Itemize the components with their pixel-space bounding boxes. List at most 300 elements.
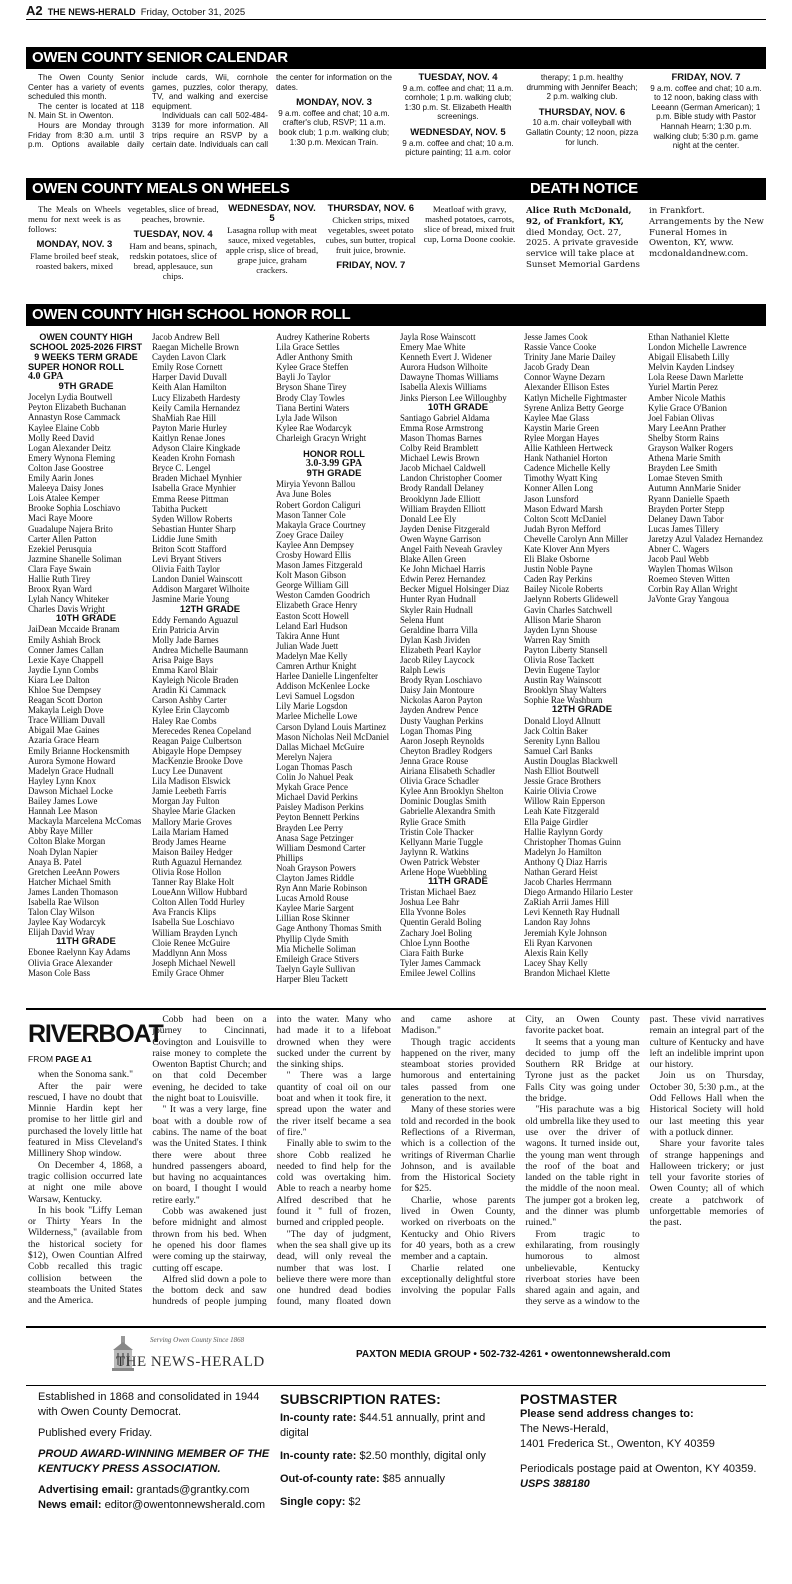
masthead-name: THE NEWS-HERALD [116, 1354, 265, 1370]
student-name: Haley Rae Combs [152, 715, 217, 726]
student-name: Mason James Fitzgerald [276, 560, 363, 571]
honor-10th-list [400, 413, 516, 877]
grade-heading: 9TH GRADE [306, 468, 362, 480]
student-name: Waylen Thomas Wilson [648, 564, 733, 575]
postmaster-address-1: The News-Herald, [520, 1423, 609, 1435]
student-name: Guadalupe Najera Brito [28, 523, 113, 534]
student-name: Elizabeth Pearl Kaylor [400, 644, 481, 655]
student-name: Jesse James Cook [524, 332, 588, 342]
student-name: Kiara Lee Dalton [28, 674, 90, 685]
paper-name: THE NEWS-HERALD [47, 7, 136, 17]
student-name: Lola Reese Dawn Marlette [648, 372, 744, 383]
student-name: Merelyn Najera [276, 751, 332, 762]
student-name: Shelby Storm Rains [648, 432, 720, 443]
advertising-email[interactable]: grantads@grantky.com [136, 1484, 250, 1496]
student-name: Emma Rose Armstrong [400, 422, 484, 433]
student-name: Jazmine Shanelle Soliman [28, 553, 122, 564]
student-name: Bryson Shane Tirey [276, 382, 347, 393]
student-name: Lucas James Tillery [648, 523, 719, 534]
student-name: Takira Anne Hunt [276, 630, 340, 641]
student-name: Braden Michael Mynhier [152, 473, 242, 484]
rate-line [280, 1472, 500, 1487]
riverboat-top-rule [26, 1008, 766, 1010]
student-name: ZaRiah Arrii James Hill [524, 897, 610, 908]
student-name: Keaden Krohn Fornash [152, 453, 235, 464]
senior-day-heading: MONDAY, NOV. 3 [296, 97, 372, 109]
student-name: Brayden Lee Perry [276, 822, 344, 833]
student-name: Brooke Sophia Loschiavo [28, 503, 121, 514]
student-name: Brayden Lee Smith [648, 463, 718, 474]
student-name: Colton Jase Goostree [28, 462, 104, 473]
student-name: Jaretzy Azul Valadez Hernandez [648, 533, 763, 544]
senior-calendar-body [28, 73, 764, 164]
student-name: Kairie Olivia Crowe [524, 786, 597, 797]
student-name: Blake Allen Green [400, 554, 467, 565]
death-notice-body [526, 206, 764, 296]
student-name: Austin Ray Wainscott [524, 675, 602, 686]
story-paragraph: Charlie, whose parents lived in Owen County, worked on riverboats on the Kentucky and Ohio Rivers for 40 years, both as a crew member and a captain. [400, 1194, 516, 1263]
meals-heading: OWEN COUNTY MEALS ON WHEELS [26, 178, 524, 200]
death-notice-lead: Alice Ruth McDonald, 92, of Frankfort, KY, [526, 206, 632, 227]
student-name: Kolt Mason Gibson [276, 570, 347, 581]
student-name: Ella Paige Girdler [524, 816, 589, 827]
student-name: Gretchen LeeAnn Powers [28, 866, 120, 877]
student-name: Elijah David Wray [28, 927, 95, 938]
student-name: Lila Madison Elswick [152, 776, 231, 787]
student-name: Levi Samuel Logsdon [276, 691, 355, 702]
student-name: Lexie Kaye Chappell [28, 654, 104, 665]
honor-roll-heading: OWEN COUNTY HIGH SCHOOL HONOR ROLL [26, 304, 766, 326]
student-name: Carter Allen Patton [28, 533, 97, 544]
student-name: Syrene Anliza Betty George [524, 402, 624, 413]
student-name: Roemeo Steven Witten [648, 574, 730, 585]
student-name: Emily Grace Ohmer [152, 967, 224, 978]
postmaster-heading: POSTMASTER [520, 1391, 618, 1407]
publication-info [38, 1390, 270, 1513]
rate-value: $2 [348, 1496, 361, 1508]
student-name: Jack Coltin Baker [524, 725, 588, 736]
student-name: Arisa Paige Bays [152, 655, 214, 665]
student-name: Emileigh Grace Stivers [276, 953, 359, 964]
student-name: Arlene Hope Wuebbling [400, 866, 487, 877]
student-name: James Landen Thomason [28, 886, 119, 897]
student-name: Broox Ryan Ward [28, 584, 92, 595]
student-name: Adler Anthony Smith [276, 352, 353, 363]
issue-date: Friday, October 31, 2025 [140, 7, 246, 18]
advertising-email-label: Advertising email: [38, 1484, 134, 1496]
student-name: JaVonte Gray Yangoua [648, 594, 729, 605]
student-name: Madelyn Grace Hudnall [28, 765, 114, 776]
award-note: PROUD AWARD-WINNING MEMBER OF THE KENTUCKY PRESS ASSOCIATION. [38, 1448, 270, 1475]
story-paragraph: " There was a large quantity of coal oil on our boat and when it took fire, it spread upon the water and the river itself became a sea of fire." [276, 1070, 391, 1138]
rate-value: $2.50 monthly, digital only [359, 1450, 486, 1462]
student-name: Judah Byron Mefford [524, 523, 601, 534]
student-name: Joshua Lee Bahr [400, 897, 460, 908]
student-name: Gabrielle Alexandra Smith [400, 806, 496, 817]
student-name: Harper Bleu Tackett [276, 973, 348, 984]
student-name: Jacob Michael Caldwell [400, 463, 486, 474]
meals-day-heading: WEDNESDAY, NOV. 5 [228, 204, 316, 224]
student-name: Kaystin Marie Green [524, 422, 599, 433]
student-name: Isabella Alexis Williams [400, 382, 487, 393]
periodicals-note: Periodicals postage paid at Owenton, KY 40359. [520, 1463, 757, 1475]
story-paragraph: On December 4, 1868, a tragic collision occurred late at night one mile above Warsaw, Kentucky. [28, 1159, 143, 1205]
student-name: Raegan Michelle Brown [152, 342, 239, 353]
student-name: Dominic Douglas Smith [400, 796, 487, 807]
student-name: Jacob Grady Dean [524, 362, 590, 373]
meals-day-text: Ham and beans, spinach, redskin potatoes, slice of bread, applesauce, sun chips. [129, 241, 218, 281]
student-name: Jaelynn Roberts Glidewell [524, 594, 619, 605]
senior-day-text: 10 a.m. chair volleyball with Gallatin County; 12 noon, pizza for lunch. [525, 118, 639, 147]
senior-intro-4: Individuals can call 502-484-3139 for more information. All trips require an RSVP by a certain date. Individuals can call the center for information on the dates. [152, 73, 392, 150]
student-name: Mason Nicholas Neil McDaniel [276, 731, 390, 742]
page-number: A2 [26, 3, 43, 18]
student-name: Edwin Perez Hernandez [400, 574, 486, 585]
student-name: Isabella Sue Loschiavo [152, 917, 235, 928]
student-name: Jacob Andrew Bell [152, 332, 220, 342]
student-name: Eli Ryan Karvonen [524, 937, 593, 948]
masthead-tagline: Serving Owen County Since 1868 [150, 1336, 245, 1344]
student-name: Colton Allen Todd Hurley [152, 897, 245, 908]
student-name: Daisy Jain Montoure [400, 685, 475, 696]
student-name: Maci Raye Moore [28, 513, 93, 524]
student-name: Colton Scott McDaniel [524, 513, 607, 524]
student-name: Kellyann Marie Tuggle [400, 836, 483, 847]
student-name: Audrey Katherine Roberts [276, 332, 370, 342]
student-name: Peyton Bennett Perkins [276, 812, 360, 823]
student-name: Jessie Grace Brothers [524, 776, 601, 787]
student-name: Airiana Elisabeth Schadler [400, 766, 496, 777]
student-name: Trinity Jane Marie Dailey [524, 352, 616, 363]
student-name: Landon Christopher Coomer [400, 473, 503, 484]
student-name: Dusty Vaughan Perkins [400, 715, 484, 726]
senior-day-heading: WEDNESDAY, NOV. 5 [410, 126, 506, 138]
story-paragraph: Charlie related one exceptionally delightful store involving the popular Falls City, an Owen County favorite packet boat. [400, 1014, 640, 1297]
student-name: Jocelyn Lydia Boutwell [28, 392, 113, 403]
student-name: Cloie Renee McGuire [152, 937, 230, 948]
student-name: Jayden Denise Fitzgerald [400, 523, 490, 534]
student-name: Isabella Rae Wilson [28, 896, 99, 907]
student-name: Jeremiah Kyle Johnson [524, 927, 607, 938]
student-name: Lomae Steven Smith [648, 473, 723, 484]
student-name: Kate Klover Ann Myers [524, 543, 610, 554]
student-name: Cheyton Bradley Rodgers [400, 745, 493, 756]
grade-heading: 11TH GRADE [56, 936, 116, 948]
student-name: Colton Blake Morgan [28, 836, 106, 847]
student-name: Ebonee Raelynn Kay Adams [28, 947, 131, 958]
student-name: Brody Randall Delaney [400, 483, 484, 494]
student-name: Emily Aarin Jones [28, 473, 94, 484]
student-name: Lucy Elizabeth Hardesty [152, 392, 241, 403]
student-name: Reagan Scott Dorton [28, 695, 103, 706]
student-name: Briton Scott Stafford [152, 543, 227, 554]
senior-day-heading: TUESDAY, NOV. 4 [418, 73, 498, 83]
student-name: Peyton Elizabeth Buchanan [28, 402, 127, 413]
story-paragraph: Many of these stories were told and recorded in the book Reflections of a Riverman, which is a collection of the writings of Riverman Charlie Johnson, and is available from the Historical Society for $25. [400, 1104, 516, 1195]
student-name: Santiago Gabriel Aldama [400, 412, 490, 423]
student-name: Selena Hunt [400, 614, 444, 625]
student-name: Ryn Ann Marie Robinson [276, 883, 368, 894]
student-name: Erin Patricia Arvin [152, 624, 220, 635]
footer-mid-rule [26, 1385, 766, 1386]
student-name: Kaitlyn Renae Jones [152, 432, 225, 443]
student-name: Addison Margaret Wilhoite [152, 584, 250, 595]
student-name: Logan Thomas Ping [400, 725, 472, 736]
student-name: Brooklyn Shay Walters [524, 685, 607, 696]
student-name: Levi Bryant Stivers [152, 554, 222, 565]
student-name: Mallory Marie Groves [152, 816, 232, 827]
student-name: ShaMiah Rae Hill [152, 412, 217, 423]
student-name: Jayden Andrew Pence [400, 705, 479, 716]
student-name: Molly Jade Barnes [152, 634, 219, 645]
student-name: Christopher Thomas Guinn [524, 836, 621, 847]
student-name: Olivia Grace Schadler [400, 776, 479, 787]
rate-label: In-county rate: [280, 1450, 357, 1462]
student-name: Abigayle Hope Dempsey [152, 745, 242, 756]
super-9th-list [28, 392, 144, 614]
student-name: Tyler James Cammack [400, 957, 481, 968]
senior-intro-2: The center is located at 118 N. Main St. in Owenton. [28, 101, 144, 121]
student-name: Joseph Michael Newell [152, 957, 236, 968]
student-name: Mary LeeAnn Prather [648, 422, 726, 433]
student-name: Nathan Gerard Heist [524, 866, 598, 877]
student-name: Mason Cole Bass [28, 967, 91, 978]
student-name: Bailey James Lowe [28, 796, 98, 807]
student-name: Brody James Hearne [152, 836, 226, 847]
student-name: Emma Karol Blair [152, 665, 218, 676]
student-name: Keily Camila Hernandez [152, 402, 241, 413]
student-name: Emily Rose Cornett [152, 362, 223, 373]
student-name: Jacob Riley Laycock [400, 655, 475, 665]
student-name: Kylee Rae Wodarcyk [276, 422, 352, 433]
story-paragraph: After the pair were rescued, I have no doubt that Minnie Hardin kept her promise to her little girl and purchased the lovely little hat featured in Miss Cleveland's Millinery Shop window. [28, 1080, 143, 1160]
student-name: Zoey Grace Dailey [276, 529, 344, 540]
student-name: Landon Ray Johns [524, 917, 591, 928]
student-name: Zachary Joel Boling [400, 927, 472, 938]
student-name: Bryce C. Lengel [152, 463, 211, 474]
grade-heading: 12TH GRADE [551, 704, 613, 716]
news-email-label: News email: [38, 1499, 102, 1511]
masthead-logo [110, 1334, 265, 1380]
student-name: Robert Gordon Caliguri [276, 499, 361, 510]
student-name: Kylie Grace O'Banion [648, 402, 727, 413]
student-name: Delaney Dawn Tabor [648, 513, 724, 524]
senior-day-text: 9 a.m. coffee and chat; 10 a.m. crafter's club, RSVP; 11 a.m. book club; 1 p.m. walking club; 1:30 p.m. Mexican Train. [278, 108, 390, 147]
student-name: Ke John Michael Harris [400, 564, 486, 575]
story-paragraph: Cobb was awakened just before midnight and almost thrown from his bed. When he opened his door flames were coming up the stairway, cutting off escape. [152, 1206, 267, 1274]
student-name: Hannah Lee Mason [28, 806, 98, 817]
student-name: Corbin Ray Allan Wright [648, 584, 738, 595]
student-name: Austin Douglas Blackwell [524, 755, 618, 766]
student-name: Alexander Ellison Estes [524, 382, 610, 393]
story-paragraph: "The day of judgment, when the sea shall give up its dead, will only reveal the number that was lost. I believe there were more than one hundred dead bodies found, many floated down and came ashore at Madison." [276, 1014, 516, 1308]
student-name: Harlee Danielle Lingenfelter [276, 671, 379, 682]
student-name: Marlee Michelle Lowe [276, 711, 358, 722]
student-name: Rassie Vance Cooke [524, 342, 597, 353]
student-name: Dawayne Thomas Williams [400, 372, 499, 383]
student-name: Eddy Fernando Aguazul [152, 614, 239, 625]
student-name: Tristan Michael Baez [400, 887, 477, 898]
student-name: Samuel Carl Banks [524, 745, 593, 756]
student-name: Ruth Aguazul Hernandez [152, 856, 242, 867]
student-name: Jamie Leebeth Farris [152, 786, 227, 797]
meals-day-text: Lasagna rollup with meat sauce, mixed vegetables, apple crisp, slice of bread, grape juice, graham crackers. [225, 225, 319, 275]
student-name: Payton Liberty Stansell [524, 644, 608, 655]
student-name: Jasmine Marie Young [152, 594, 230, 605]
student-name: Crosby Howard Ellis [276, 549, 351, 560]
student-name: Jaylynn R. Watkins [400, 846, 469, 857]
meals-day-heading: THURSDAY, NOV. 6 [327, 204, 414, 214]
student-name: Elizabeth Grace Henry [276, 600, 358, 611]
senior-intro-1: The Owen County Senior Center has a variety of events scheduled this month. [28, 73, 144, 102]
student-name: Hallie Raylynn Gordy [524, 826, 603, 837]
student-name: Jinks Pierson Lee Willoughby [400, 392, 507, 403]
student-name: Jayden Lynn Shouse [524, 624, 597, 635]
death-notice-text: died Monday, Oct. 27, 2025. A private graveside service will take place at Sunset Memorial Gardens in Frankfort. Arrangements by the New Funeral Homes in Owenton, KY, www. mcdonaldandnew.com. [526, 206, 764, 270]
student-name: Mason Edward Marsh [524, 503, 603, 514]
student-name: Brooklynn Jade Elliott [400, 493, 481, 504]
meals-day-heading: MONDAY, NOV. 3 [36, 239, 113, 250]
student-name: Molly Reed David [28, 432, 95, 443]
student-name: Tabitha Puckett [152, 503, 208, 514]
student-name: Weston Camden Goodrich [276, 590, 370, 601]
student-name: Allison Marie Sharon [524, 614, 601, 625]
student-name: Aradin Ki Cammack [152, 685, 226, 696]
student-name: Ethan Nathaniel Klette [648, 332, 730, 342]
jump-line [28, 1054, 142, 1065]
student-name: Brandon Michael Klette [524, 967, 610, 978]
student-name: Mia Michelle Soliman [276, 943, 356, 954]
student-name: Connor Wayne Dezarn [524, 372, 605, 383]
student-name: Bailey Nicole Roberts [524, 584, 603, 595]
student-name: Cadence Michelle Kelly [524, 463, 611, 474]
student-name: Skyler Rain Hudnall [400, 604, 473, 615]
meals-day-heading: TUESDAY, NOV. 4 [133, 229, 213, 240]
story-paragraph: Finally able to swim to the shore Cobb realized he needed to find help for the cold was overtaking him. Able to reach a nearby home Alfred described that he found it " full of frozen, burned and crippled people. [276, 1138, 391, 1229]
student-name: Willow Rain Epperson [524, 796, 605, 807]
page-header [26, 4, 245, 20]
news-email[interactable]: editor@owentonnewsherald.com [104, 1499, 266, 1511]
student-name: Hallie Ruth Tirey [28, 573, 91, 584]
student-name: MacKenzie Brooke Dove [152, 755, 243, 766]
student-name: Cayden Lavon Clark [152, 352, 226, 363]
jump-from: FROM [28, 1054, 54, 1064]
usps-number: USPS 388180 [520, 1478, 590, 1490]
student-name: Merecedes Renea Copeland [152, 725, 252, 736]
meals-intro: The Meals on Wheels menu for next week is as follows: [28, 204, 121, 234]
student-name: Hunter Ryan Hudnall [400, 594, 477, 605]
student-name: Bayli Jo Taylor [276, 372, 331, 383]
student-name: Harper David Duvall [152, 372, 227, 383]
student-name: Addison McKenlee Locke [276, 681, 370, 692]
established-note: Established in 1868 and consolidated in 1944 with Owen County Democrat. [38, 1391, 260, 1418]
student-name: Caden Ray Perkins [524, 574, 593, 585]
student-name: Ciara Faith Burke [400, 947, 464, 958]
student-name: Ava Francis Klips [152, 907, 216, 918]
student-name: Mykah Grace Pence [276, 782, 348, 793]
story-paragraph: Alfred slid down a pole to the bottom deck and saw hundreds of people jumping into the water. Many who had made it to a lifeboat drowned when they were sucked under the current by the sinking ships. [152, 1014, 391, 1308]
student-name: Owen Patrick Webster [400, 856, 480, 867]
subscription-rates [280, 1392, 500, 1510]
student-name: Joel Fabian Olivas [648, 412, 715, 423]
student-name: Dallas Michael McGuire [276, 741, 365, 752]
student-name: LoueAnn Willow Hubbard [152, 887, 248, 898]
story-paragraph: Join us on Thursday, October 30, 5:30 p.m., at the Odd Fellows Hall when the Historical Society will hold our last meeting this year with a potluck dinner. [649, 1070, 764, 1138]
student-name: Becker Miguel Holsinger Diaz [400, 584, 510, 595]
student-name: Leland Earl Hudson [276, 620, 348, 631]
student-name: Mason Tanner Cole [276, 509, 346, 520]
rate-value: $44.51 annually, print and digital [280, 1412, 486, 1439]
student-name: Aurora Hudson Wilhoite [400, 362, 488, 373]
student-name: Devin Eugene Taylor [524, 665, 600, 676]
student-name: Donald Lloyd Allnutt [524, 715, 601, 726]
student-name: Nash Elliot Boutwell [524, 766, 599, 777]
student-name: Kaylee Mae Glass [524, 412, 590, 423]
student-name: George William Gill [276, 580, 349, 591]
student-name: Keith Alan Hamilton [152, 382, 227, 393]
student-name: Hayley Lynn Knox [28, 775, 97, 786]
student-name: Athena Marie Smith [648, 453, 721, 464]
postmaster-info [520, 1392, 760, 1492]
rate-line [280, 1411, 500, 1441]
meals-day-text: Meatloaf with gravy, mashed potatoes, carrots, slice of bread, mixed fruit cup, Lorna Doone cookie. [423, 204, 516, 244]
student-name: Ryann Danielle Spaeth [648, 493, 730, 504]
student-name: Clara Faye Swain [28, 563, 92, 574]
student-name: Anaya B. Patel [28, 856, 82, 867]
honor-roll-list [28, 332, 764, 984]
student-name: Paisley Madison Perkins [276, 802, 364, 813]
senior-day-text: 9 a.m. coffee and chat; 10 a.m. to 12 noon, baking class with Leeann (German American); 1 p.m. Bible study with Pastor Hannah Hearn; 1:30 p.m. walking club; 5:30 p.m. game night at the center. [650, 83, 762, 151]
student-name: Abigail Mae Gaines [28, 725, 100, 736]
super-honor-gpa: 4.0 GPA [28, 371, 64, 383]
student-name: Nickolas Aaron Payton [400, 695, 483, 706]
student-name: Sophie Rae Washburn [524, 695, 603, 706]
school-heading: OWEN COUNTY HIGH SCHOOL 2025-2026 FIRST 9 WEEKS TERM GRADE [29, 332, 143, 362]
advertising-email-line [38, 1483, 270, 1498]
student-name: Payton Marie Hurley [152, 422, 227, 433]
student-name: Kaylee Ann Dempsey [276, 539, 354, 550]
student-name: Abby Raye Miller [28, 826, 93, 837]
student-name: Warren Ray Smith [524, 634, 590, 645]
student-name: Kylee Ann Brooklyn Shelton [400, 786, 504, 797]
student-name: Charleigh Gracyn Wright [276, 432, 367, 443]
grade-heading: 9TH GRADE [58, 381, 114, 393]
story-paragraph: It seems that a young man decided to jump off the Southern RR Bridge at Tyrone just as the packet Falls City was going under the bridge. [525, 1036, 640, 1105]
student-name: Angel Faith Neveah Gravley [400, 543, 503, 554]
student-name: Makayla Grace Courtney [276, 519, 366, 530]
student-name: Dylan Kash Jividen [400, 634, 471, 645]
student-name: Abner C. Wagers [648, 543, 709, 554]
student-name: Shaylee Marie Glacken [152, 806, 236, 817]
student-name: Miryia Yevonn Ballou [276, 479, 356, 490]
student-name: Clayton James Riddle [276, 872, 354, 883]
postmaster-send: Please send address changes to: [520, 1408, 694, 1420]
student-name: Logan Thomas Pasch [276, 761, 353, 772]
death-notice-heading: DEATH NOTICE [524, 178, 766, 200]
riverboat-headline: RIVERBOAT [28, 1020, 163, 1048]
student-name: Mackayla Marcelena McComas [28, 816, 142, 827]
meals-body [28, 204, 516, 296]
student-name: Ezekiel Perusquia [28, 543, 92, 554]
student-name: Gavin Charles Satchwell [524, 604, 613, 615]
student-name: Azaria Grace Hearn [28, 735, 99, 746]
student-name: Lillian Rose Skinner [276, 913, 350, 924]
student-name: Camren Arthur Knight [276, 661, 357, 671]
student-name: Mason Thomas Barnes [400, 432, 482, 443]
student-name: Olivia Rose Hollon [152, 866, 222, 877]
student-name: William Brayden Elliott [400, 503, 486, 514]
student-name: Morgan Jay Fulton [152, 796, 220, 807]
